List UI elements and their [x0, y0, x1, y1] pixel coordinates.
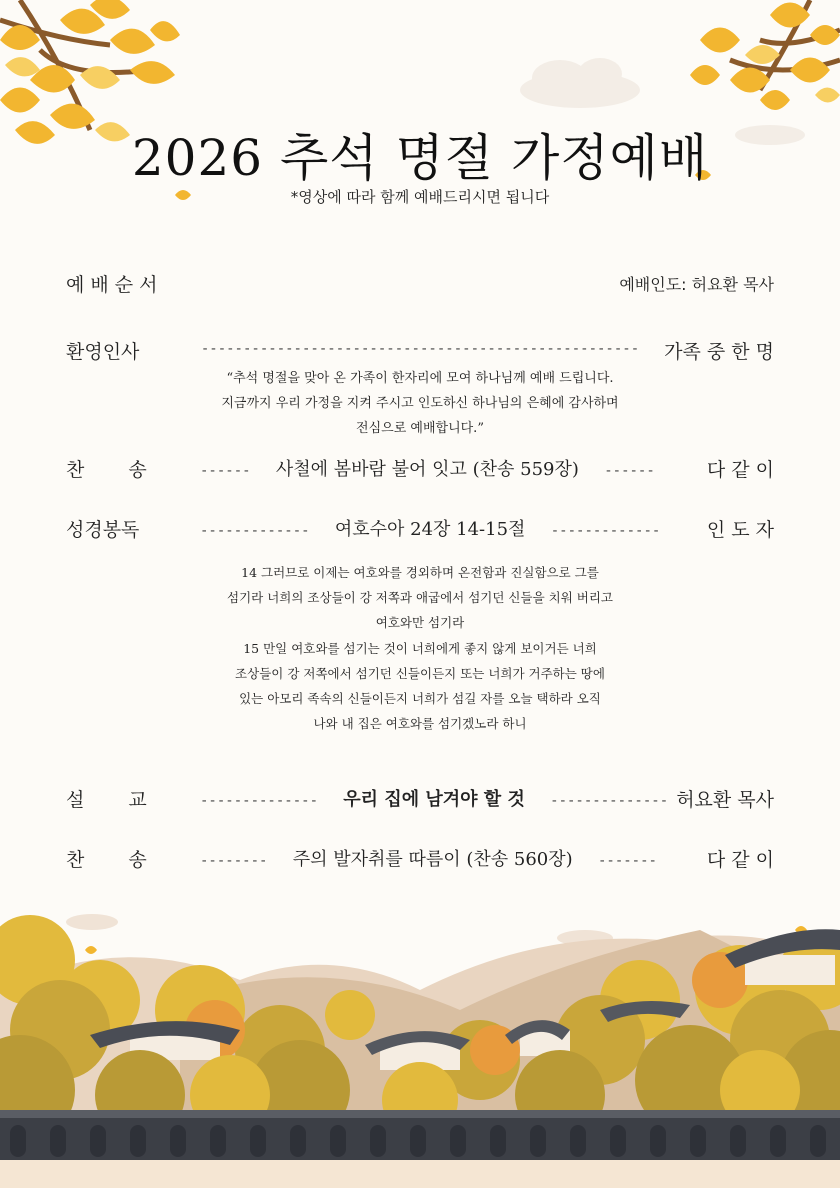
order-item-who: 가족 중 한 명 [664, 341, 774, 363]
order-heading: 예 배 순 서 [66, 274, 158, 296]
order-item-hymn-1 [66, 455, 774, 485]
order-item-welcome [66, 337, 774, 367]
order-item-label: 찬 송 [66, 459, 147, 481]
welcome-text [170, 366, 670, 441]
order-item-content: ------------- 여호수아 24장 14-15절 ------------- [200, 519, 661, 540]
sermon-title: 우리 집에 남겨야 할 것 [343, 789, 525, 810]
page-title: 2026 추석 명절 가정예배 [131, 129, 709, 187]
scripture-verse-14 [170, 560, 670, 635]
order-item-label: 찬 송 [66, 849, 147, 871]
order-item-who: 다 같 이 [706, 459, 774, 481]
order-item-who: 허요환 목사 [676, 789, 774, 811]
scripture-verse-15 [170, 636, 670, 736]
order-item-content: -------- 주의 발자취를 따름이 (찬송 560장) ------- [200, 849, 657, 870]
verse-line: 14 그러므로 이제는 여호와를 경외하며 온전함과 진실함으로 그를 [241, 565, 599, 580]
order-item-hymn-2 [66, 845, 774, 875]
verse-line: 있는 아모리 족속의 신들이든지 너희가 섬길 자를 오늘 택하라 오직 [239, 691, 601, 706]
order-item-content: ------ 사철에 봄바람 불어 잇고 (찬송 559장) ------ [200, 459, 655, 480]
order-item-content: -------------- 우리 집에 남겨야 할 것 -------------- [200, 789, 669, 810]
dash-line: ---------------------------------------------------- [200, 341, 640, 357]
verse-line: 여호와만 섬기라 [375, 615, 465, 630]
verse-line: 나와 내 집은 여호와를 섬기겠노라 하니 [313, 716, 527, 731]
order-item-label: 성경봉독 [66, 519, 140, 541]
order-item-who: 인 도 자 [706, 519, 774, 541]
order-item-label: 설 교 [66, 789, 147, 811]
scripture-reference: 여호수아 24장 14-15절 [334, 519, 526, 540]
welcome-line: “추석 명절을 맞아 온 가족이 한자리에 모여 하나님께 예배 드립니다. [226, 371, 614, 386]
verse-line: 조상들이 강 저쪽에서 섬기던 신들이든지 또는 너희가 거주하는 땅에 [235, 666, 605, 681]
verse-line: 섬기라 너희의 조상들이 강 저쪽과 애굽에서 섬기던 신들을 치워 버리고 [227, 590, 613, 605]
welcome-line: 전심으로 예배합니다.” [356, 421, 484, 436]
verse-line: 15 만일 여호와를 섬기는 것이 너희에게 좋지 않게 보이거든 너희 [243, 641, 597, 656]
welcome-line: 지금까지 우리 가정을 지켜 주시고 인도하신 하나님의 은혜에 감사하며 [221, 396, 619, 411]
worship-leader: 예배인도: 허요환 목사 [619, 275, 774, 294]
order-item-who: 다 같 이 [706, 849, 774, 871]
hymn-title: 주의 발자취를 따름이 (찬송 560장) [292, 849, 573, 870]
order-item-scripture [66, 515, 774, 545]
order-item-label: 환영인사 [66, 341, 140, 363]
order-item-sermon [66, 785, 774, 815]
hymn-title: 사철에 봄바람 불어 잇고 (찬송 559장) [275, 459, 579, 480]
page-subtitle: *영상에 따라 함께 예배드리시면 됩니다 [290, 188, 550, 206]
